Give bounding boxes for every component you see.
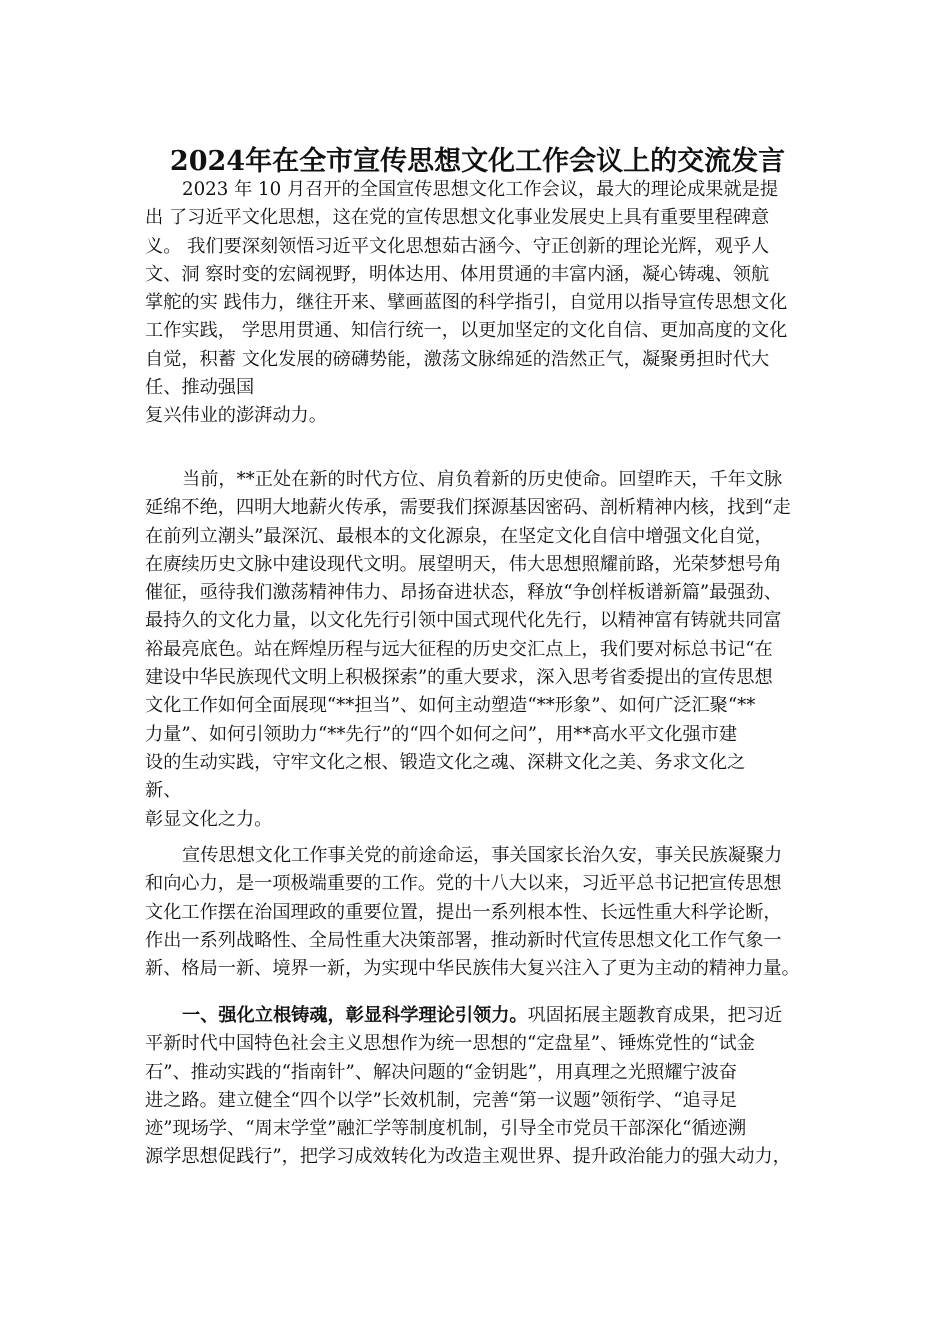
text-line: 和向心力，是一项极端重要的工作。党的十八大以来，习近平总书记把宣传思想 bbox=[145, 873, 782, 895]
text-line: 掌舵的实 践伟力，继往开来、擘画蓝图的科学指引，自觉用以指导宣传思想文化 bbox=[145, 292, 788, 314]
text-line: 延绵不绝，四明大地薪火传承，需要我们探源基因密码、剖析精神内核，找到“走 bbox=[145, 497, 791, 519]
paragraph-4 bbox=[145, 1002, 810, 1172]
text-line: 催征，亟待我们激荡精神伟力、昂扬奋进状态，释放“争创样板谱新篇”最强劲、 bbox=[145, 582, 782, 604]
text-line bbox=[145, 1002, 810, 1030]
text-line: 力量”、如何引领助力“**先行”的“四个如何之问”，用**高水平文化强市建 bbox=[145, 723, 738, 745]
paragraph-3 bbox=[145, 842, 810, 983]
text-line: 在赓续历史文脉中建设现代文明。展望明天，伟大思想照耀前路，光荣梦想号角 bbox=[145, 553, 782, 575]
text-line: 石”、推动实践的“指南针”、解决问题的“金钥匙”，用真理之光照耀宁波奋 bbox=[145, 1061, 738, 1083]
text-line: 文、洞 察时变的宏阔视野，明体达用、体用贯通的丰富内涵，凝心铸魂、领航 bbox=[145, 263, 770, 285]
text-line: 出 了习近平文化思想，这在党的宣传思想文化事业发展史上具有重要里程碑意 bbox=[145, 207, 770, 229]
text-line: 彰显文化之力。 bbox=[145, 808, 273, 830]
paragraph-1 bbox=[145, 176, 810, 431]
text-line: 源学思想促践行”，把学习成效转化为改造主观世界、提升政治能力的强大动力， bbox=[145, 1146, 791, 1168]
text-line: 建设中华民族现代文明上积极探索”的重大要求，深入思考省委提出的宣传思想 bbox=[145, 667, 773, 689]
text-line: 义。 我们要深刻领悟习近平文化思想茹古涵今、守正创新的理论光辉，观乎人 bbox=[145, 235, 770, 257]
text-line: 2023 年 10 月召开的全国宣传思想文化工作会议，最大的理论成果就是提 bbox=[182, 179, 779, 200]
section-heading-continuation: 巩固拓展主题教育成果，把习近 bbox=[527, 1005, 783, 1026]
text-line: 文化工作如何全面展现“**担当”、如何主动塑造“**形象”、如何广泛汇聚“** bbox=[145, 695, 756, 717]
page-title: 2024年在全市宣传思想文化工作会议上的交流发言 bbox=[169, 146, 786, 177]
text-line: 自觉，积蓄 文化发展的磅礴势能，激荡文脉绵延的浩然正气，凝聚勇担时代大 bbox=[145, 348, 770, 370]
text-line: 任、推动强国 bbox=[145, 377, 255, 399]
text-line: 新、格局一新、境界一新，为实现中华民族伟大复兴注入了更为主动的精神力量。 bbox=[145, 958, 800, 980]
text-line: 设的生动实践，守牢文化之根、锻造文化之魂、深耕文化之美、务求文化之 bbox=[145, 751, 746, 773]
text-line: 作出一系列战略性、全局性重大决策部署，推动新时代宣传思想文化工作气象一 bbox=[145, 929, 782, 951]
text-line: 进之路。建立健全“四个以学”长效机制，完善“第一议题”领衔学、“追寻足 bbox=[145, 1089, 738, 1111]
paragraph-2 bbox=[145, 466, 810, 834]
text-line: 裕最亮底色。站在辉煌历程与远大征程的历史交汇点上，我们要对标总书记“在 bbox=[145, 638, 773, 660]
text-line: 在前列立潮头”最深沉、最根本的文化源泉，在坚定文化自信中增强文化自觉， bbox=[145, 525, 773, 547]
text-line: 复兴伟业的澎湃动力。 bbox=[145, 405, 327, 427]
text-line: 文化工作摆在治国理政的重要位置，提出一系列根本性、长远性重大科学论断， bbox=[145, 901, 782, 923]
text-line: 当前，**正处在新的时代方位、肩负着新的历史使命。回望昨天，千年文脉 bbox=[182, 469, 783, 490]
text-line: 宣传思想文化工作事关党的前途命运，事关国家长治久安，事关民族凝聚力 bbox=[182, 845, 783, 866]
text-line: 平新时代中国特色社会主义思想作为统一思想的“定盘星”、锤炼党性的“试金 bbox=[145, 1033, 755, 1055]
text-line: 新、 bbox=[145, 780, 182, 802]
text-line: 工作实践， 学思用贯通、知信行统一，以更加坚定的文化自信、更加高度的文化 bbox=[145, 320, 788, 342]
text-line: 迹”现场学、“周末学堂”融汇学等制度机制，引导全市党员干部深化“循迹溯 bbox=[145, 1118, 747, 1140]
document-page bbox=[145, 0, 810, 1344]
section-heading: 一、强化立根铸魂，彰显科学理论引领力。 bbox=[182, 1005, 528, 1026]
text-line: 最持久的文化力量，以文化先行引领中国式现代化先行，以精神富有铸就共同富 bbox=[145, 610, 782, 632]
